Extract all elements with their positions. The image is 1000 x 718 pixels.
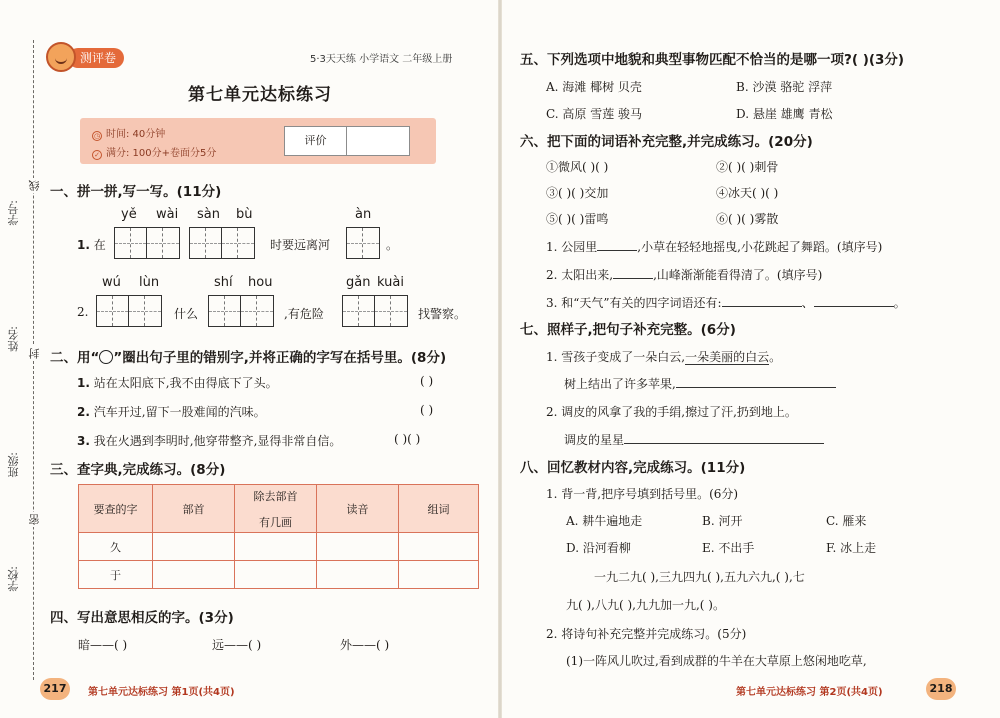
q1-2-text-d: 找警察。 — [418, 307, 467, 321]
s8-q2: 2. 将诗句补充完整并完成练习。(5分) — [546, 627, 747, 641]
writing-grid-gankuai[interactable] — [342, 295, 408, 327]
table-row — [79, 561, 479, 589]
student-no-label: 学号: — [7, 200, 20, 226]
pinyin-gan: gǎn — [346, 275, 371, 290]
s2-item-2: 2. 汽车开过,留下一股难闻的汽味。 — [77, 405, 266, 419]
table-header-row — [79, 485, 479, 533]
info-box — [80, 118, 436, 164]
seal-fold-text: 密 — [28, 514, 41, 525]
s6-q1-blank[interactable] — [597, 250, 637, 251]
s6-q1: 1. 公园里 ,小草在轻轻地摇曳,小花跳起了舞蹈。(填序号) — [546, 240, 883, 254]
s8-q1: 1. 背一背,把序号填到括号里。(6分) — [546, 487, 739, 501]
cell-input[interactable] — [153, 561, 235, 589]
s5-option-a[interactable]: A. 海滩 椰树 贝壳 — [546, 80, 642, 94]
table-row — [79, 533, 479, 561]
s2-item-2-answer[interactable]: ( ) — [420, 403, 434, 417]
q1-1-text-c: 。 — [386, 238, 399, 252]
pinyin-shi: shí — [214, 275, 233, 290]
s2-item-1-answer[interactable]: ( ) — [420, 374, 434, 388]
circle-icon — [99, 350, 113, 364]
s7-q1: 1. 雪孩子变成了一朵白云,一朵美丽的白云。 — [546, 350, 782, 364]
seal-line-text: 线 — [28, 180, 41, 191]
pinyin-lun: lùn — [139, 275, 160, 290]
section8-heading: 八、回忆教材内容,完成练习。(11分) — [520, 460, 746, 476]
check-icon: ✓ — [92, 150, 102, 160]
evaluation-field[interactable] — [347, 127, 409, 155]
s2-item-3: 3. 我在火遇到李明时,他穿带整齐,显得非常自信。 — [77, 434, 342, 448]
idiom-6[interactable]: ⑥( )( )雾散 — [716, 212, 779, 226]
s6-q3-blank-1[interactable] — [722, 306, 802, 307]
full-score-text: 满分: 100分+卷面分5分 — [106, 148, 217, 159]
time-line — [92, 125, 165, 141]
q1-2-number: 2. — [77, 305, 89, 319]
s5-option-b[interactable]: B. 沙漠 骆驼 浮萍 — [736, 80, 833, 94]
s8-rhyme-line2[interactable]: 九( ),八九( ),九九加一九,( )。 — [566, 598, 725, 612]
idiom-2[interactable]: ②( )( )刺骨 — [716, 160, 779, 174]
col-radical: 部首 — [153, 485, 235, 533]
pinyin-ye: yě — [121, 207, 137, 222]
school-label: 学校: — [7, 566, 20, 592]
s8-rhyme-line1[interactable]: 一九二九( ),三九四九( ),五九六九,( ),七 — [594, 570, 805, 584]
idiom-5[interactable]: ⑤( )( )雷鸣 — [546, 212, 609, 226]
col-strokes: 除去部首 有几画 — [235, 485, 317, 533]
writing-grid-wulun[interactable] — [96, 295, 162, 327]
section7-heading: 七、照样子,把句子补充完整。(6分) — [520, 322, 736, 338]
binding-strip — [0, 0, 46, 718]
test-badge — [46, 42, 128, 72]
pinyin-bu: bù — [236, 207, 253, 222]
idiom-1[interactable]: ①微风( )( ) — [546, 160, 609, 174]
col-char: 要查的字 — [79, 485, 153, 533]
left-page-number: 217 — [40, 678, 70, 700]
cell-input[interactable] — [399, 533, 479, 561]
section3-heading: 三、查字典,完成练习。(8分) — [50, 462, 226, 478]
s8-opt-b[interactable]: B. 河开 — [702, 514, 743, 528]
class-label: 班级: — [7, 452, 20, 478]
pinyin-wai: wài — [156, 207, 179, 222]
mascot-icon — [46, 42, 76, 72]
antonym-far[interactable]: 远——( ) — [212, 638, 262, 652]
s7-example-answer: 一朵美丽的白云 — [685, 350, 770, 364]
cell-input[interactable] — [153, 533, 235, 561]
antonym-dark[interactable]: 暗——( ) — [78, 638, 128, 652]
cell-input[interactable] — [399, 561, 479, 589]
evaluation-label: 评价 — [285, 127, 347, 155]
badge-label: 测评卷 — [68, 48, 124, 68]
s8-opt-f[interactable]: F. 冰上走 — [826, 541, 877, 555]
right-page-number: 218 — [926, 678, 956, 700]
pinyin-san: sàn — [197, 207, 220, 222]
pinyin-hou: hou — [248, 275, 273, 290]
section6-heading: 六、把下面的词语补充完整,并完成练习。(20分) — [520, 134, 813, 150]
name-label: 姓名: — [7, 326, 20, 352]
s8-opt-d[interactable]: D. 沿河看柳 — [566, 541, 631, 555]
q1-2-text-b: 什么 — [174, 307, 199, 321]
left-footer: 第七单元达标练习 第1页(共4页) — [88, 687, 235, 698]
writing-grid-yewai[interactable] — [114, 227, 180, 259]
s2-item-1: 1. 站在太阳底下,我不由得底下了头。 — [77, 376, 278, 390]
antonym-outside[interactable]: 外——( ) — [340, 638, 390, 652]
writing-grid-an[interactable] — [346, 227, 380, 259]
col-pronunciation: 读音 — [317, 485, 399, 533]
q1-1-number: 1. 在 — [77, 238, 106, 252]
s7-q2-blank[interactable] — [624, 443, 824, 444]
cell-input[interactable] — [317, 561, 399, 589]
q1-2-text-c: ,有危险 — [284, 307, 324, 321]
s6-q2: 2. 太阳出来, ,山峰渐渐能看得清了。(填序号) — [546, 268, 823, 282]
section2-heading: 二、用“ ”圈出句子里的错别字,并将正确的字写在括号里。(8分) — [50, 350, 447, 366]
cell-input[interactable] — [235, 533, 317, 561]
s8-opt-c[interactable]: C. 雁来 — [826, 514, 867, 528]
section1-heading: 一、拼一拼,写一写。(11分) — [50, 184, 222, 200]
s7-q2: 2. 调皮的风拿了我的手绢,擦过了汗,扔到地上。 — [546, 405, 797, 419]
idiom-3[interactable]: ③( )( )交加 — [546, 186, 609, 200]
s7-q1-line2: 树上结出了许多苹果, — [564, 375, 836, 392]
s7-q2-line2: 调皮的星星 — [564, 431, 824, 448]
s6-q3: 3. 和“天气”有关的四字词语还有: 、 。 — [546, 296, 906, 310]
evaluation-box — [284, 126, 410, 156]
time-text: 时间: 40分钟 — [106, 129, 166, 140]
s6-q2-blank[interactable] — [613, 278, 653, 279]
pinyin-wu: wú — [102, 275, 121, 290]
row-char-jiu: 久 — [79, 533, 153, 561]
s8-opt-a[interactable]: A. 耕牛遍地走 — [566, 514, 643, 528]
clock-icon: ◷ — [93, 132, 101, 140]
s6-q3-blank-2[interactable] — [814, 306, 894, 307]
row-char-yu: 于 — [79, 561, 153, 589]
writing-grid-shihou[interactable] — [208, 295, 274, 327]
s5-option-c[interactable]: C. 高原 雪莲 骏马 — [546, 107, 643, 121]
writing-grid-sanbu[interactable] — [189, 227, 255, 259]
score-line — [92, 144, 216, 160]
col-word: 组词 — [399, 485, 479, 533]
right-page — [500, 0, 1000, 718]
cell-input[interactable] — [317, 533, 399, 561]
section5-heading: 五、下列选项中地貌和典型事物匹配不恰当的是哪一项?( )(3分) — [520, 52, 905, 68]
right-footer: 第七单元达标练习 第2页(共4页) — [736, 687, 883, 698]
series-header: 5·3天天练 小学语文 二年级上册 — [310, 54, 453, 65]
q1-1-text-a: 在 — [93, 238, 106, 252]
s8-q2-line: (1)一阵风儿吹过,看到成群的牛羊在大草原上悠闲地吃草, — [566, 654, 867, 668]
s7-q1-blank[interactable] — [676, 387, 836, 388]
cell-input[interactable] — [235, 561, 317, 589]
pinyin-an: àn — [355, 207, 372, 222]
s2-item-3-answer[interactable]: ( )( ) — [394, 432, 421, 446]
idiom-4[interactable]: ④冰天( )( ) — [716, 186, 779, 200]
section4-heading: 四、写出意思相反的字。(3分) — [50, 610, 234, 626]
pinyin-kuai: kuài — [377, 275, 404, 290]
s5-option-d[interactable]: D. 悬崖 雄鹰 青松 — [736, 107, 833, 121]
s8-opt-e[interactable]: E. 不出手 — [702, 541, 755, 555]
seal-seal-text: 封 — [28, 348, 41, 359]
page-title: 第七单元达标练习 — [188, 85, 332, 105]
q1-1-text-b: 时要远离河 — [270, 238, 331, 252]
dictionary-table — [78, 484, 479, 589]
